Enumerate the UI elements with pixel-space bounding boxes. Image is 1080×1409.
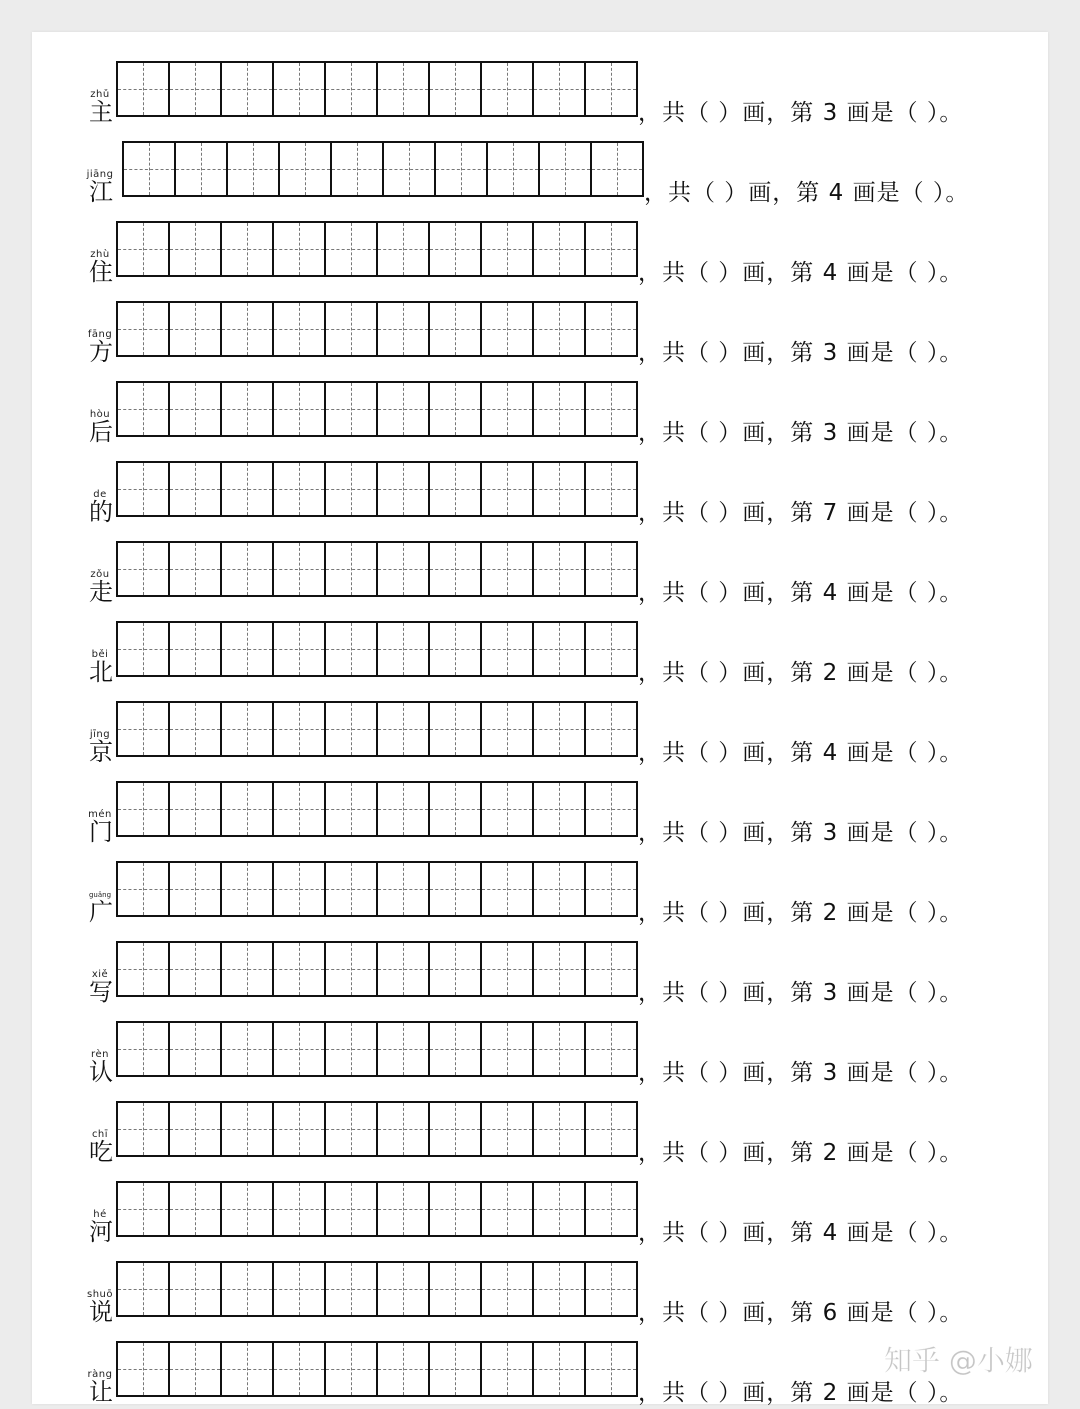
grid-cell[interactable] bbox=[118, 703, 170, 755]
grid-cell[interactable] bbox=[170, 943, 222, 995]
grid-cell[interactable] bbox=[378, 383, 430, 435]
grid-cell[interactable] bbox=[482, 703, 534, 755]
grid-cell[interactable] bbox=[222, 1103, 274, 1155]
grid-cell[interactable] bbox=[274, 303, 326, 355]
grid-cell[interactable] bbox=[482, 223, 534, 275]
grid-cell[interactable] bbox=[534, 1183, 586, 1235]
grid-cell[interactable] bbox=[482, 943, 534, 995]
grid-cell[interactable] bbox=[222, 783, 274, 835]
writing-grid[interactable] bbox=[116, 1021, 638, 1077]
grid-cell[interactable] bbox=[586, 1263, 638, 1315]
grid-cell[interactable] bbox=[222, 1343, 274, 1395]
grid-cell[interactable] bbox=[482, 63, 534, 115]
grid-cell[interactable] bbox=[222, 623, 274, 675]
grid-cell[interactable] bbox=[274, 863, 326, 915]
grid-cell[interactable] bbox=[488, 143, 540, 195]
grid-cell[interactable] bbox=[482, 1103, 534, 1155]
grid-cell[interactable] bbox=[534, 1023, 586, 1075]
grid-cell[interactable] bbox=[228, 143, 280, 195]
grid-cell[interactable] bbox=[170, 223, 222, 275]
pinyin-label: de bbox=[93, 489, 107, 500]
chinese-character: 广 bbox=[89, 898, 113, 926]
grid-cell[interactable] bbox=[170, 303, 222, 355]
grid-cell[interactable] bbox=[586, 703, 638, 755]
grid-cell[interactable] bbox=[118, 1183, 170, 1235]
chinese-character: 吃 bbox=[89, 1138, 113, 1166]
grid-cell[interactable] bbox=[430, 1183, 482, 1235]
grid-cell[interactable] bbox=[378, 1183, 430, 1235]
grid-cell[interactable] bbox=[326, 943, 378, 995]
grid-cell[interactable] bbox=[222, 703, 274, 755]
grid-cell[interactable] bbox=[586, 943, 638, 995]
pinyin-label: jiāng bbox=[86, 169, 114, 180]
grid-cell[interactable] bbox=[534, 63, 586, 115]
stroke-question-row bbox=[32, 766, 1048, 846]
grid-cell[interactable] bbox=[274, 1023, 326, 1075]
stroke-question-row bbox=[32, 926, 1048, 1006]
grid-cell[interactable] bbox=[274, 1343, 326, 1395]
chinese-character: 北 bbox=[89, 658, 113, 686]
grid-cell[interactable] bbox=[586, 223, 638, 275]
grid-cell[interactable] bbox=[222, 63, 274, 115]
grid-cell[interactable] bbox=[222, 1183, 274, 1235]
grid-cell[interactable] bbox=[586, 1103, 638, 1155]
grid-cell[interactable] bbox=[482, 1343, 534, 1395]
grid-cell[interactable] bbox=[430, 1263, 482, 1315]
grid-cell[interactable] bbox=[378, 863, 430, 915]
chinese-character: 让 bbox=[89, 1378, 113, 1406]
grid-cell[interactable] bbox=[326, 463, 378, 515]
writing-grid[interactable] bbox=[122, 141, 644, 197]
pinyin-label: běi bbox=[91, 649, 109, 660]
pinyin-label: zhǔ bbox=[90, 89, 110, 100]
grid-cell[interactable] bbox=[586, 1343, 638, 1395]
grid-cell[interactable] bbox=[430, 623, 482, 675]
grid-cell[interactable] bbox=[170, 1183, 222, 1235]
grid-cell[interactable] bbox=[534, 623, 586, 675]
stroke-question-row bbox=[32, 846, 1048, 926]
grid-cell[interactable] bbox=[586, 463, 638, 515]
writing-grid[interactable] bbox=[116, 1261, 638, 1317]
pinyin-label: mén bbox=[88, 809, 112, 820]
grid-cell[interactable] bbox=[586, 543, 638, 595]
pinyin-label: rèn bbox=[91, 1049, 109, 1060]
grid-cell[interactable] bbox=[430, 63, 482, 115]
pinyin-label: ràng bbox=[87, 1369, 113, 1380]
chinese-character: 方 bbox=[89, 338, 113, 366]
stroke-question-row bbox=[32, 1086, 1048, 1166]
stroke-question-text: ，共（ ）画，第 4 画是（ ）。 bbox=[638, 740, 964, 766]
grid-cell[interactable] bbox=[534, 1343, 586, 1395]
writing-grid[interactable] bbox=[116, 861, 638, 917]
grid-cell[interactable] bbox=[378, 783, 430, 835]
grid-cell[interactable] bbox=[534, 703, 586, 755]
writing-grid[interactable] bbox=[116, 701, 638, 757]
grid-cell[interactable] bbox=[378, 303, 430, 355]
writing-grid[interactable] bbox=[116, 621, 638, 677]
grid-cell[interactable] bbox=[274, 383, 326, 435]
pinyin-label: guǎng bbox=[88, 891, 112, 899]
grid-cell[interactable] bbox=[378, 543, 430, 595]
grid-cell[interactable] bbox=[176, 143, 228, 195]
chinese-character: 河 bbox=[89, 1218, 113, 1246]
pinyin-label: shuō bbox=[86, 1289, 113, 1300]
grid-cell[interactable] bbox=[534, 783, 586, 835]
pinyin-label: fāng bbox=[87, 329, 113, 340]
grid-cell[interactable] bbox=[586, 623, 638, 675]
grid-cell[interactable] bbox=[586, 63, 638, 115]
grid-cell[interactable] bbox=[222, 863, 274, 915]
writing-grid[interactable] bbox=[116, 781, 638, 837]
grid-cell[interactable] bbox=[170, 463, 222, 515]
grid-cell[interactable] bbox=[118, 943, 170, 995]
grid-cell[interactable] bbox=[326, 1343, 378, 1395]
chinese-character: 后 bbox=[89, 418, 113, 446]
grid-cell[interactable] bbox=[274, 543, 326, 595]
stroke-question-row bbox=[32, 1166, 1048, 1246]
grid-cell[interactable] bbox=[586, 303, 638, 355]
stroke-question-row bbox=[32, 446, 1048, 526]
chinese-character: 住 bbox=[89, 258, 113, 286]
grid-cell[interactable] bbox=[430, 223, 482, 275]
grid-cell[interactable] bbox=[482, 1023, 534, 1075]
grid-cell[interactable] bbox=[170, 1343, 222, 1395]
grid-cell[interactable] bbox=[378, 1343, 430, 1395]
grid-cell[interactable] bbox=[482, 623, 534, 675]
grid-cell[interactable] bbox=[170, 1023, 222, 1075]
writing-grid[interactable] bbox=[116, 1181, 638, 1237]
grid-cell[interactable] bbox=[430, 703, 482, 755]
grid-cell[interactable] bbox=[170, 543, 222, 595]
chinese-character: 江 bbox=[89, 178, 113, 206]
grid-cell[interactable] bbox=[430, 303, 482, 355]
pinyin-label: zǒu bbox=[90, 569, 110, 580]
grid-cell[interactable] bbox=[170, 383, 222, 435]
grid-cell[interactable] bbox=[274, 463, 326, 515]
grid-cell[interactable] bbox=[534, 383, 586, 435]
stroke-question-text: ，共（ ）画，第 4 画是（ ）。 bbox=[638, 1220, 964, 1246]
grid-cell[interactable] bbox=[378, 1023, 430, 1075]
chinese-character: 门 bbox=[89, 818, 113, 846]
grid-cell[interactable] bbox=[586, 1023, 638, 1075]
grid-cell[interactable] bbox=[534, 863, 586, 915]
chinese-character: 写 bbox=[89, 978, 113, 1006]
grid-cell[interactable] bbox=[378, 223, 430, 275]
grid-cell[interactable] bbox=[274, 1263, 326, 1315]
stroke-question-row bbox=[32, 366, 1048, 446]
grid-cell[interactable] bbox=[326, 703, 378, 755]
writing-grid[interactable] bbox=[116, 941, 638, 997]
grid-cell[interactable] bbox=[274, 623, 326, 675]
watermark-text: 知乎 @小娜 bbox=[884, 1344, 1033, 1377]
grid-cell[interactable] bbox=[222, 1023, 274, 1075]
grid-cell[interactable] bbox=[118, 383, 170, 435]
grid-cell[interactable] bbox=[482, 1183, 534, 1235]
grid-cell[interactable] bbox=[222, 303, 274, 355]
stroke-question-text: ，共（ ）画，第 4 画是（ ）。 bbox=[638, 580, 964, 606]
writing-grid[interactable] bbox=[116, 541, 638, 597]
grid-cell[interactable] bbox=[436, 143, 488, 195]
grid-cell[interactable] bbox=[326, 1023, 378, 1075]
grid-cell[interactable] bbox=[482, 543, 534, 595]
pinyin-label: hòu bbox=[89, 409, 111, 420]
grid-cell[interactable] bbox=[540, 143, 592, 195]
grid-cell[interactable] bbox=[482, 463, 534, 515]
stroke-question-text: ，共（ ）画，第 2 画是（ ）。 bbox=[638, 1380, 964, 1406]
grid-cell[interactable] bbox=[592, 143, 644, 195]
stroke-question-text: ，共（ ）画，第 2 画是（ ）。 bbox=[638, 900, 964, 926]
chinese-character: 京 bbox=[89, 738, 113, 766]
grid-cell[interactable] bbox=[482, 783, 534, 835]
stroke-question-row bbox=[32, 46, 1048, 126]
grid-cell[interactable] bbox=[274, 223, 326, 275]
grid-cell[interactable] bbox=[170, 623, 222, 675]
grid-cell[interactable] bbox=[326, 383, 378, 435]
grid-cell[interactable] bbox=[430, 463, 482, 515]
chinese-character: 认 bbox=[89, 1058, 113, 1086]
stroke-question-row bbox=[32, 1006, 1048, 1086]
grid-cell[interactable] bbox=[222, 543, 274, 595]
stroke-question-row bbox=[32, 606, 1048, 686]
grid-cell[interactable] bbox=[118, 623, 170, 675]
writing-grid[interactable] bbox=[116, 301, 638, 357]
grid-cell[interactable] bbox=[274, 783, 326, 835]
grid-cell[interactable] bbox=[430, 1343, 482, 1395]
grid-cell[interactable] bbox=[378, 463, 430, 515]
grid-cell[interactable] bbox=[274, 1183, 326, 1235]
pinyin-label: chī bbox=[91, 1129, 109, 1140]
writing-grid[interactable] bbox=[116, 461, 638, 517]
stroke-question-text: ，共（ ）画，第 3 画是（ ）。 bbox=[638, 420, 964, 446]
stroke-question-text: ，共（ ）画，第 3 画是（ ）。 bbox=[638, 820, 964, 846]
worksheet-page bbox=[32, 32, 1048, 1404]
grid-cell[interactable] bbox=[222, 223, 274, 275]
grid-cell[interactable] bbox=[274, 63, 326, 115]
grid-cell[interactable] bbox=[118, 863, 170, 915]
grid-cell[interactable] bbox=[118, 463, 170, 515]
grid-cell[interactable] bbox=[430, 383, 482, 435]
stroke-question-text: ，共（ ）画，第 3 画是（ ）。 bbox=[638, 340, 964, 366]
grid-cell[interactable] bbox=[378, 943, 430, 995]
grid-cell[interactable] bbox=[378, 63, 430, 115]
chinese-character: 的 bbox=[89, 498, 113, 526]
grid-cell[interactable] bbox=[274, 1103, 326, 1155]
grid-cell[interactable] bbox=[170, 863, 222, 915]
grid-cell[interactable] bbox=[170, 1263, 222, 1315]
grid-cell[interactable] bbox=[118, 543, 170, 595]
grid-cell[interactable] bbox=[534, 303, 586, 355]
grid-cell[interactable] bbox=[274, 703, 326, 755]
grid-cell[interactable] bbox=[430, 543, 482, 595]
grid-cell[interactable] bbox=[118, 1103, 170, 1155]
grid-cell[interactable] bbox=[378, 1103, 430, 1155]
grid-cell[interactable] bbox=[326, 223, 378, 275]
grid-cell[interactable] bbox=[534, 1103, 586, 1155]
grid-cell[interactable] bbox=[378, 703, 430, 755]
grid-cell[interactable] bbox=[430, 863, 482, 915]
grid-cell[interactable] bbox=[534, 1263, 586, 1315]
grid-cell[interactable] bbox=[534, 543, 586, 595]
grid-cell[interactable] bbox=[482, 383, 534, 435]
chinese-character: 说 bbox=[89, 1298, 113, 1326]
writing-grid[interactable] bbox=[116, 221, 638, 277]
grid-cell[interactable] bbox=[274, 943, 326, 995]
grid-cell[interactable] bbox=[118, 223, 170, 275]
grid-cell[interactable] bbox=[118, 1263, 170, 1315]
grid-cell[interactable] bbox=[118, 1023, 170, 1075]
chinese-character: 走 bbox=[89, 578, 113, 606]
writing-grid[interactable] bbox=[116, 1341, 638, 1397]
grid-cell[interactable] bbox=[118, 1343, 170, 1395]
grid-cell[interactable] bbox=[534, 943, 586, 995]
stroke-question-text: ，共（ ）画，第 6 画是（ ）。 bbox=[638, 1300, 964, 1326]
stroke-question-text: ，共（ ）画，第 4 画是（ ）。 bbox=[644, 180, 970, 206]
writing-grid[interactable] bbox=[116, 1101, 638, 1157]
grid-cell[interactable] bbox=[170, 1103, 222, 1155]
grid-cell[interactable] bbox=[118, 783, 170, 835]
grid-cell[interactable] bbox=[430, 943, 482, 995]
pinyin-label: xiě bbox=[91, 969, 109, 980]
grid-cell[interactable] bbox=[586, 383, 638, 435]
grid-cell[interactable] bbox=[430, 1023, 482, 1075]
grid-cell[interactable] bbox=[482, 303, 534, 355]
stroke-question-text: ，共（ ）画，第 2 画是（ ）。 bbox=[638, 660, 964, 686]
grid-cell[interactable] bbox=[534, 223, 586, 275]
grid-cell[interactable] bbox=[118, 63, 170, 115]
grid-cell[interactable] bbox=[124, 143, 176, 195]
grid-cell[interactable] bbox=[384, 143, 436, 195]
grid-cell[interactable] bbox=[170, 63, 222, 115]
pinyin-label: zhù bbox=[90, 249, 110, 260]
pinyin-label: hé bbox=[93, 1209, 107, 1220]
grid-cell[interactable] bbox=[326, 543, 378, 595]
stroke-question-text: ，共（ ）画，第 3 画是（ ）。 bbox=[638, 100, 964, 126]
grid-cell[interactable] bbox=[586, 863, 638, 915]
grid-cell[interactable] bbox=[280, 143, 332, 195]
pinyin-label: jīng bbox=[89, 729, 111, 740]
writing-grid[interactable] bbox=[116, 381, 638, 437]
grid-cell[interactable] bbox=[118, 303, 170, 355]
stroke-question-row bbox=[32, 126, 1048, 206]
stroke-question-text: ，共（ ）画，第 3 画是（ ）。 bbox=[638, 980, 964, 1006]
grid-cell[interactable] bbox=[586, 783, 638, 835]
grid-cell[interactable] bbox=[332, 143, 384, 195]
grid-cell[interactable] bbox=[326, 63, 378, 115]
grid-cell[interactable] bbox=[482, 863, 534, 915]
writing-grid[interactable] bbox=[116, 61, 638, 117]
grid-cell[interactable] bbox=[326, 863, 378, 915]
stroke-question-text: ，共（ ）画，第 3 画是（ ）。 bbox=[638, 1060, 964, 1086]
grid-cell[interactable] bbox=[170, 783, 222, 835]
grid-cell[interactable] bbox=[534, 463, 586, 515]
grid-cell[interactable] bbox=[326, 1183, 378, 1235]
grid-cell[interactable] bbox=[326, 1263, 378, 1315]
stroke-question-row bbox=[32, 286, 1048, 366]
grid-cell[interactable] bbox=[430, 783, 482, 835]
stroke-question-text: ，共（ ）画，第 7 画是（ ）。 bbox=[638, 500, 964, 526]
stroke-question-row bbox=[32, 526, 1048, 606]
chinese-character: 主 bbox=[89, 98, 113, 126]
grid-cell[interactable] bbox=[326, 783, 378, 835]
grid-cell[interactable] bbox=[378, 1263, 430, 1315]
grid-cell[interactable] bbox=[378, 623, 430, 675]
grid-cell[interactable] bbox=[222, 1263, 274, 1315]
stroke-question-text: ，共（ ）画，第 4 画是（ ）。 bbox=[638, 260, 964, 286]
grid-cell[interactable] bbox=[222, 943, 274, 995]
stroke-question-row bbox=[32, 206, 1048, 286]
stroke-question-row bbox=[32, 686, 1048, 766]
stroke-question-text: ，共（ ）画，第 2 画是（ ）。 bbox=[638, 1140, 964, 1166]
grid-cell[interactable] bbox=[430, 1103, 482, 1155]
grid-cell[interactable] bbox=[326, 623, 378, 675]
grid-cell[interactable] bbox=[482, 1263, 534, 1315]
grid-cell[interactable] bbox=[222, 383, 274, 435]
grid-cell[interactable] bbox=[326, 1103, 378, 1155]
grid-cell[interactable] bbox=[326, 303, 378, 355]
grid-cell[interactable] bbox=[222, 463, 274, 515]
grid-cell[interactable] bbox=[586, 1183, 638, 1235]
stroke-question-row bbox=[32, 1246, 1048, 1326]
grid-cell[interactable] bbox=[170, 703, 222, 755]
